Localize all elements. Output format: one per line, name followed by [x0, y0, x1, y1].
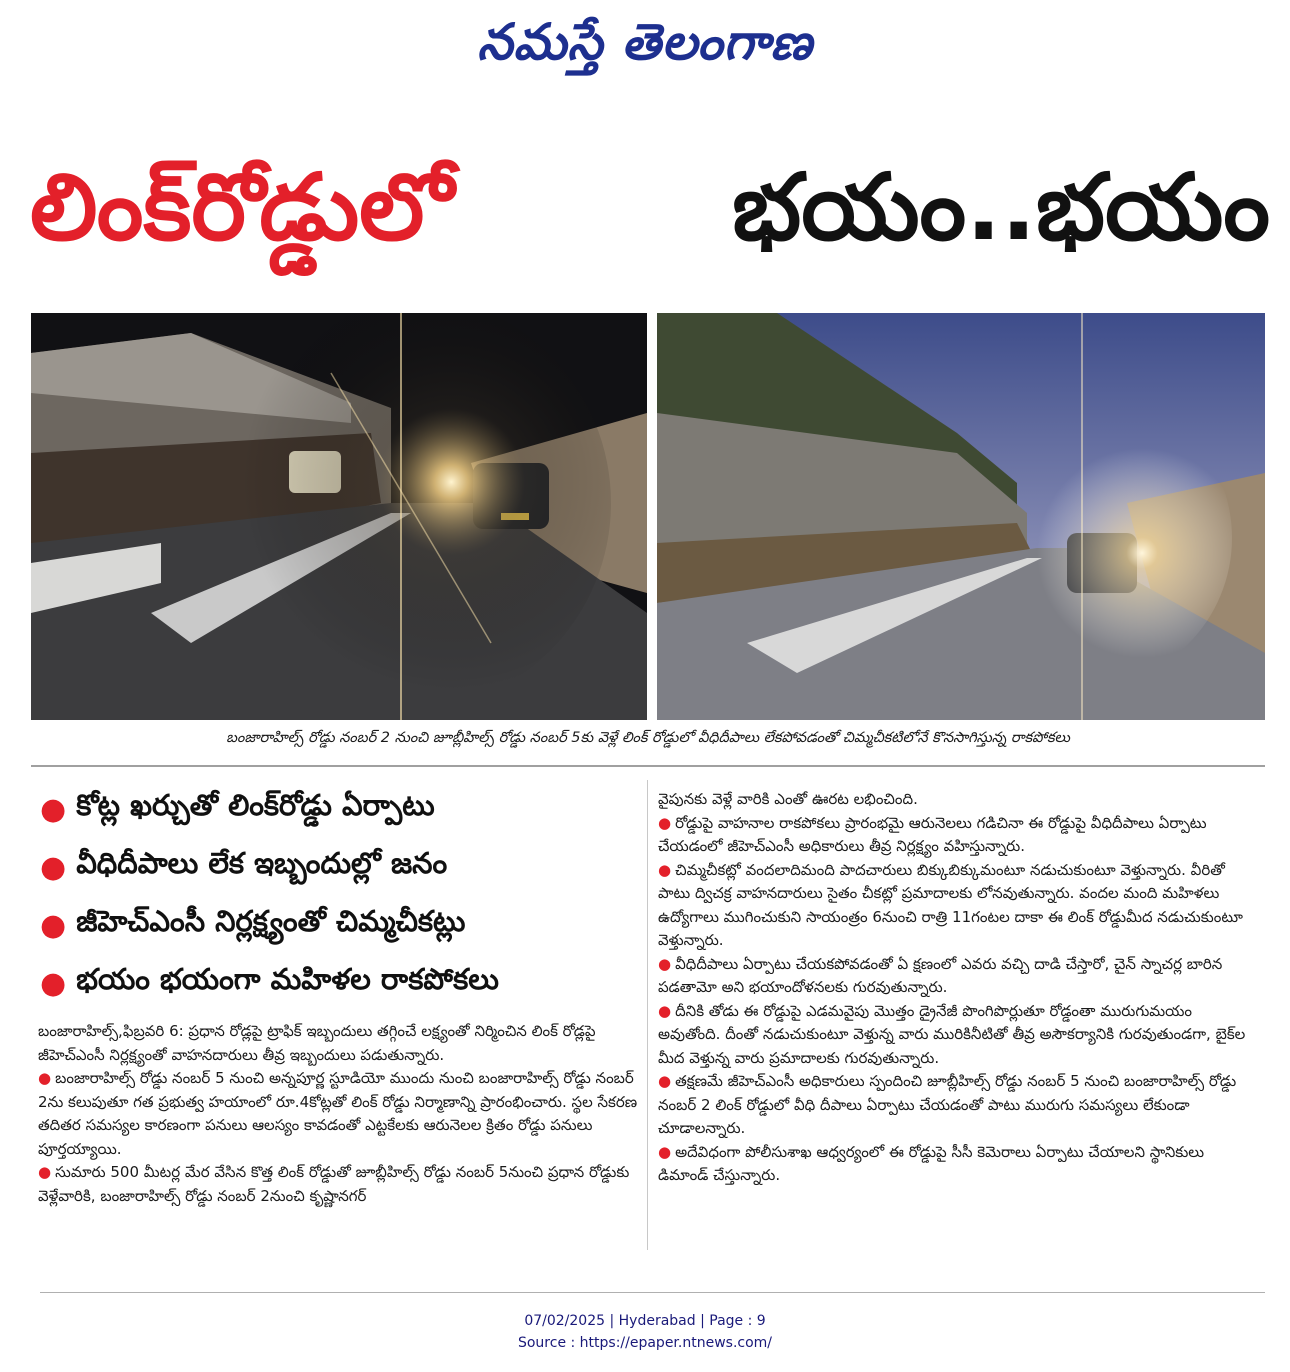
- paragraph-text: వైపునకు వెళ్లే వారికి ఎంతో ఊరట లభించింది.: [658, 790, 918, 808]
- bullet-dot-icon: ●: [658, 860, 672, 879]
- article-paragraph: [658, 1000, 1258, 1071]
- paragraph-text: సుమారు 500 మీటర్ల మేర వేసిన కొత్త లింక్ రోడ్డుతో జూబ్లీహిల్స్ రోడ్డు నంబర్ 5నుంచి ప్రధాన రోడ్డుకు వెళ్లేవారికి, బంజారాహిల్స్ రోడ్డు నంబర్ 2నుంచి కృష్ణానగర్: [38, 1163, 630, 1205]
- headline-part-1: లింక్‌రోడ్డులో: [30, 154, 454, 261]
- article-column-right: [658, 788, 1258, 1188]
- highlight-text: కోట్ల ఖర్చుతో లింక్‌రోడ్డు ఏర్పాటు: [76, 788, 435, 822]
- bullet-dot-icon: ●: [658, 813, 672, 832]
- bullet-dot-icon: ●: [658, 954, 672, 973]
- article-paragraph: [38, 1161, 638, 1208]
- highlight-text: భయం భయంగా మహిళల రాకపోకలు: [76, 962, 499, 996]
- highlight-item: [40, 780, 640, 838]
- highlight-text: వీధిదీపాలు లేక ఇబ్బందుల్లో జనం: [76, 846, 448, 880]
- headline: [30, 128, 1270, 288]
- highlights-list: [40, 780, 640, 1012]
- news-photo-right: [657, 313, 1265, 720]
- bullet-dot-icon: ●: [38, 1069, 52, 1087]
- news-photo-left: [31, 313, 647, 720]
- paragraph-text: రోడ్డుపై వాహనాల రాకపోకలు ప్రారంభమై ఆరునెలలు గడిచినా ఈ రోడ్డుపై వీధిదీపాలు ఏర్పాటు చేయడంలో జీహెచ్‌ఎంసీ అధికారులు తీవ్ర నిర్లక్ష్యం వహిస్తున్నారు.: [658, 813, 1207, 855]
- headline-part-2: భయం..భయం: [732, 154, 1270, 261]
- bullet-dot-icon: ●: [658, 1001, 672, 1020]
- photo-caption: బంజారాహిల్స్ రోడ్డు నంబర్ 2 నుంచి జూబ్లీహిల్స్ రోడ్డు నంబర్ 5కు వెళ్లే లింక్ రోడ్డులో వీధిదీపాలు లేకపోవడంతో చిమ్మచీకటిలోనే కొనసాగిస్తున్న రాకపోకలు: [226, 730, 1070, 746]
- paragraph-text: అదేవిధంగా పోలీసుశాఖ ఆధ్వర్యంలో ఈ రోడ్డుపై సీసీ కెమెరాలు ఏర్పాటు చేయాలని స్థానికులు డిమాండ్ చేస్తున్నారు.: [658, 1142, 1205, 1184]
- paragraph-text: వీధిదీపాలు ఏర్పాటు చేయకపోవడంతో ఏ క్షణంలో ఎవరు వచ్చి దాడి చేస్తారో, చైన్ స్నాచర్ల బారిన పడతామో అని భయాందోళనలకు గురవుతున్నారు.: [658, 954, 1223, 996]
- bullet-dot-icon: ●: [40, 965, 67, 1001]
- column-divider: [647, 780, 648, 1250]
- bullet-dot-icon: ●: [658, 1142, 672, 1161]
- section-divider: [31, 765, 1265, 767]
- paragraph-text: తక్షణమే జీహెచ్‌ఎంసీ అధికారులు స్పందించి జూబ్లీహిల్స్ రోడ్డు నంబర్ 5 నుంచి బంజారాహిల్స్ రోడ్డు నంబర్ 2 లింక్ రోడ్డులో వీధి దీపాలు ఏర్పాటు చేయడంతో పాటు మురుగు సమస్యలు లేకుండా చూడాలన్నారు.: [658, 1072, 1237, 1137]
- highlight-item: [40, 896, 640, 954]
- article-paragraph: [658, 859, 1258, 953]
- article-paragraph: [38, 1020, 638, 1067]
- article-paragraph: [658, 1141, 1258, 1188]
- paragraph-text: చిమ్మచీకట్లో వందలాదిమంది పాదచారులు బిక్కుబిక్కుమంటూ నడుచుకుంటూ వెళ్తున్నారు. వీరితో పాటు ద్విచక్ర వాహనదారులు సైతం చీకట్లో ప్రమాదాలకు లోనవుతున్నారు. వందల మంది మహిళలు ఉద్యోగాలు ముగించుకుని సాయంత్రం 6నుంచి రాత్రి 11గంటల దాకా ఈ లింక్ రోడ్డుమీద నడుచుకుంటూ వెళ్తున్నారు.: [658, 860, 1243, 949]
- bullet-dot-icon: ●: [40, 849, 67, 885]
- footer-source-link[interactable]: Source : https://epaper.ntnews.com/: [517, 1335, 773, 1351]
- article-paragraph: [38, 1067, 638, 1161]
- paragraph-text: బంజారాహిల్స్,ఫిబ్రవరి 6: ప్రధాన రోడ్లపై ట్రాఫిక్ ఇబ్బందులు తగ్గించే లక్ష్యంతో నిర్మించిన లింక్ రోడ్లపై జీహెచ్‌ఎంసీ నిర్లక్ష్యంతో వాహనదారులు తీవ్ర ఇబ్బందులు పడుతున్నారు.: [38, 1022, 596, 1064]
- footer-divider: [40, 1292, 1265, 1293]
- article-paragraph: [658, 1070, 1258, 1141]
- article-paragraph: [658, 812, 1258, 859]
- bullet-dot-icon: ●: [40, 791, 67, 827]
- highlight-item: [40, 838, 640, 896]
- footer-date-page: 07/02/2025 | Hyderabad | Page : 9: [524, 1313, 766, 1329]
- bullet-dot-icon: ●: [38, 1163, 52, 1181]
- article-paragraph: [658, 788, 1258, 812]
- bullet-dot-icon: ●: [658, 1072, 672, 1090]
- paragraph-text: బంజారాహిల్స్ రోడ్డు నంబర్ 5 నుంచి అన్నపూర్ణ స్టూడియో ముందు నుంచి బంజారాహిల్స్ రోడ్డు నంబర్ 2ను కలుపుతూ గత ప్రభుత్వ హయాంలో రూ.4కోట్లతో లింక్ రోడ్డు నిర్మాణాన్ని ప్రారంభించారు. స్థల సేకరణ తదితర సమస్యల కారణంగా పనులు ఆలస్యం కావడంతో ఎట్టకేలకు ఆరునెలల క్రితం రోడ్డు పనులు పూర్తయ్యాయి.: [38, 1069, 638, 1158]
- article-column-left: [38, 1020, 638, 1208]
- highlight-text: జీహెచ్‌ఎంసీ నిర్లక్ష్యంతో చిమ్మచీకట్లు: [76, 904, 466, 938]
- paragraph-text: దీనికి తోడు ఈ రోడ్డుపై ఎడమవైపు మొత్తం డ్రైనేజీ పొంగిపొర్లుతూ రోడ్డంతా మురుగుమయం అవుతోంది. దీంతో నడుచుకుంటూ వెళ్తున్న వారు మురికినీటితో తీవ్ర అసౌకర్యానికి గురవుతుండగా, బైక్‌ల మీద వెళ్తున్న వారు ప్రమాదాలకు గురవుతున్నారు.: [658, 1001, 1246, 1067]
- highlight-item: [40, 954, 640, 1012]
- bullet-dot-icon: ●: [40, 907, 67, 943]
- masthead-logo: నమస్తే తెలంగాణ: [477, 12, 813, 71]
- article-paragraph: [658, 953, 1258, 1000]
